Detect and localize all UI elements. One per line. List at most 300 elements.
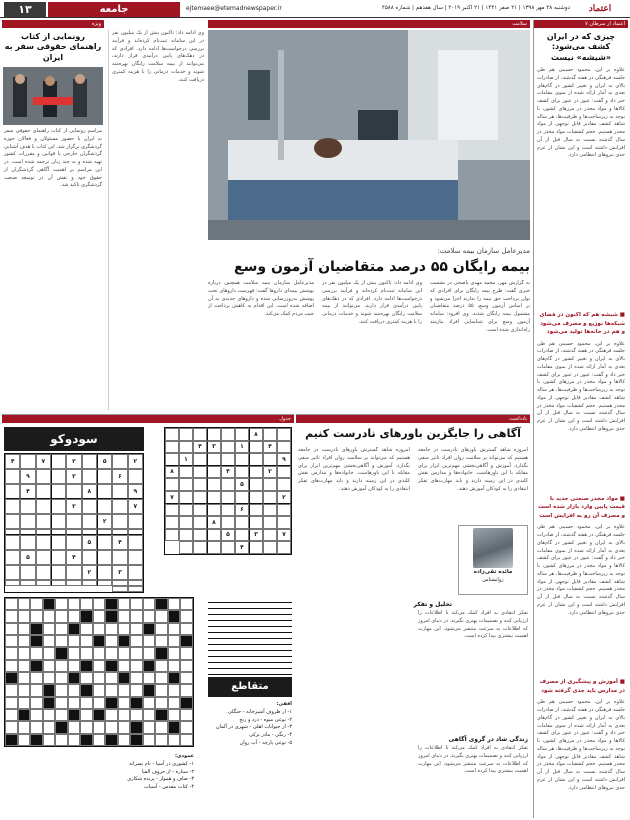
crossword-cell[interactable] bbox=[130, 623, 143, 635]
crossword-cell[interactable] bbox=[68, 598, 81, 610]
sudoku-cell[interactable] bbox=[193, 428, 207, 441]
sudoku-cell[interactable]: ۲ bbox=[66, 469, 81, 484]
sudoku-cell[interactable] bbox=[128, 469, 143, 484]
sudoku-cell[interactable] bbox=[112, 484, 127, 499]
sudoku-cell[interactable] bbox=[112, 586, 127, 592]
crossword-cell[interactable] bbox=[105, 721, 118, 733]
sudoku-cell[interactable] bbox=[36, 580, 51, 586]
crossword-cell[interactable] bbox=[168, 647, 181, 659]
sudoku-cell[interactable] bbox=[263, 541, 277, 554]
sudoku-cell[interactable]: ۴ bbox=[221, 466, 235, 479]
crossword-cell[interactable] bbox=[80, 647, 93, 659]
crossword-cell[interactable] bbox=[55, 635, 68, 647]
sudoku-cell[interactable] bbox=[235, 428, 249, 441]
sudoku-cell[interactable]: ۸ bbox=[165, 466, 179, 479]
crossword-cell[interactable] bbox=[168, 684, 181, 696]
crossword-cell[interactable] bbox=[105, 672, 118, 684]
crossword-cell[interactable] bbox=[143, 734, 156, 746]
sudoku-cell[interactable] bbox=[128, 535, 143, 550]
sudoku-cell[interactable]: ۹ bbox=[277, 453, 291, 466]
sudoku-cell[interactable] bbox=[97, 565, 112, 580]
crossword-cell[interactable] bbox=[55, 672, 68, 684]
sudoku-cell[interactable] bbox=[179, 428, 193, 441]
sudoku-cell[interactable]: ۷ bbox=[277, 529, 291, 542]
sudoku-cell[interactable] bbox=[51, 499, 66, 514]
sudoku-cell[interactable] bbox=[20, 565, 35, 580]
crossword-cell[interactable] bbox=[155, 697, 168, 709]
sudoku-cell[interactable] bbox=[5, 469, 20, 484]
sudoku-cell[interactable] bbox=[235, 516, 249, 529]
crossword-cell[interactable] bbox=[143, 672, 156, 684]
sudoku-cell[interactable] bbox=[263, 504, 277, 517]
crossword-cell[interactable] bbox=[55, 734, 68, 746]
crossword-cell[interactable] bbox=[180, 721, 193, 733]
crossword-cell[interactable] bbox=[80, 672, 93, 684]
crossword-cell[interactable] bbox=[5, 598, 18, 610]
crossword-cell[interactable] bbox=[155, 672, 168, 684]
sudoku-cell[interactable] bbox=[221, 504, 235, 517]
crossword-cell[interactable] bbox=[30, 610, 43, 622]
sudoku-cell[interactable] bbox=[221, 478, 235, 491]
crossword-cell[interactable] bbox=[105, 709, 118, 721]
crossword-cell[interactable] bbox=[18, 623, 31, 635]
crossword-cell[interactable] bbox=[18, 734, 31, 746]
crossword-cell[interactable] bbox=[68, 660, 81, 672]
sudoku-cell[interactable]: ۴ bbox=[193, 441, 207, 454]
crossword-cell[interactable] bbox=[18, 672, 31, 684]
sudoku-cell[interactable] bbox=[207, 491, 221, 504]
crossword-cell[interactable] bbox=[5, 684, 18, 696]
crossword-cell[interactable] bbox=[80, 709, 93, 721]
crossword-cell[interactable] bbox=[180, 610, 193, 622]
crossword-cell[interactable] bbox=[155, 734, 168, 746]
crossword-cell[interactable] bbox=[180, 660, 193, 672]
sudoku-cell[interactable] bbox=[263, 453, 277, 466]
crossword-cell[interactable] bbox=[93, 697, 106, 709]
crossword-cell[interactable] bbox=[5, 709, 18, 721]
sudoku-cell[interactable] bbox=[5, 499, 20, 514]
sudoku-cell[interactable] bbox=[207, 529, 221, 542]
sudoku-cell[interactable] bbox=[51, 469, 66, 484]
crossword-cell[interactable] bbox=[130, 709, 143, 721]
sudoku-cell[interactable] bbox=[36, 514, 51, 529]
crossword-cell[interactable] bbox=[118, 610, 131, 622]
sudoku-cell[interactable] bbox=[51, 550, 66, 565]
sudoku-cell[interactable] bbox=[5, 550, 20, 565]
crossword-cell[interactable] bbox=[68, 647, 81, 659]
sudoku-cell[interactable] bbox=[221, 541, 235, 554]
crossword-cell[interactable] bbox=[180, 684, 193, 696]
sudoku-cell[interactable]: ۳ bbox=[207, 441, 221, 454]
crossword-cell[interactable] bbox=[68, 721, 81, 733]
sudoku-cell[interactable] bbox=[179, 541, 193, 554]
sudoku-cell[interactable] bbox=[20, 499, 35, 514]
crossword-cell[interactable] bbox=[130, 635, 143, 647]
sudoku-cell[interactable] bbox=[51, 565, 66, 580]
crossword-cell[interactable] bbox=[93, 684, 106, 696]
crossword-cell[interactable] bbox=[30, 721, 43, 733]
sudoku-cell[interactable] bbox=[277, 478, 291, 491]
crossword-cell[interactable] bbox=[43, 721, 56, 733]
sudoku-cell[interactable]: ۴ bbox=[5, 454, 20, 469]
crossword-cell[interactable] bbox=[55, 684, 68, 696]
crossword-cell[interactable] bbox=[30, 672, 43, 684]
crossword-cell[interactable] bbox=[43, 623, 56, 635]
crossword-cell[interactable] bbox=[55, 660, 68, 672]
sudoku-cell[interactable]: ۹ bbox=[128, 484, 143, 499]
crossword-cell[interactable] bbox=[18, 635, 31, 647]
sudoku-cell[interactable] bbox=[179, 441, 193, 454]
sudoku-cell[interactable] bbox=[66, 535, 81, 550]
crossword-cell[interactable] bbox=[118, 623, 131, 635]
sudoku-cell[interactable] bbox=[249, 441, 263, 454]
sudoku-cell[interactable]: ۲ bbox=[128, 454, 143, 469]
crossword-cell[interactable] bbox=[43, 709, 56, 721]
sudoku-cell[interactable] bbox=[249, 541, 263, 554]
crossword-cell[interactable] bbox=[180, 672, 193, 684]
crossword-cell[interactable] bbox=[168, 734, 181, 746]
crossword-cell[interactable] bbox=[143, 709, 156, 721]
crossword-cell[interactable] bbox=[118, 684, 131, 696]
sudoku-cell[interactable] bbox=[36, 535, 51, 550]
crossword-cell[interactable] bbox=[43, 647, 56, 659]
sudoku-cell[interactable] bbox=[97, 484, 112, 499]
sudoku-cell[interactable] bbox=[193, 466, 207, 479]
crossword-cell[interactable] bbox=[5, 623, 18, 635]
crossword-cell[interactable] bbox=[143, 610, 156, 622]
sudoku-cell[interactable] bbox=[263, 491, 277, 504]
sudoku-cell[interactable] bbox=[277, 466, 291, 479]
crossword-cell[interactable] bbox=[68, 610, 81, 622]
crossword-cell[interactable] bbox=[118, 697, 131, 709]
sudoku-cell[interactable] bbox=[263, 529, 277, 542]
crossword-cell[interactable] bbox=[43, 672, 56, 684]
sudoku-cell[interactable] bbox=[193, 516, 207, 529]
crossword-cell[interactable] bbox=[105, 684, 118, 696]
sudoku-cell[interactable] bbox=[51, 535, 66, 550]
sudoku-cell[interactable] bbox=[179, 466, 193, 479]
sudoku-cell[interactable] bbox=[5, 565, 20, 580]
crossword-cell[interactable] bbox=[30, 647, 43, 659]
crossword-cell[interactable] bbox=[68, 697, 81, 709]
sudoku-cell[interactable] bbox=[128, 550, 143, 565]
sudoku-cell[interactable] bbox=[193, 529, 207, 542]
sudoku-cell[interactable] bbox=[128, 565, 143, 580]
crossword-cell[interactable] bbox=[5, 647, 18, 659]
crossword-cell[interactable] bbox=[43, 610, 56, 622]
sudoku-cell[interactable] bbox=[165, 453, 179, 466]
sudoku-cell[interactable] bbox=[179, 504, 193, 517]
crossword-cell[interactable] bbox=[30, 598, 43, 610]
crossword-cell[interactable] bbox=[30, 684, 43, 696]
sudoku-cell[interactable]: ۴ bbox=[20, 484, 35, 499]
crossword-cell[interactable] bbox=[168, 697, 181, 709]
sudoku-cell[interactable]: ۹ bbox=[20, 469, 35, 484]
crossword-grid-large[interactable] bbox=[4, 597, 194, 747]
sudoku-cell[interactable]: ۶ bbox=[112, 469, 127, 484]
crossword-cell[interactable] bbox=[105, 623, 118, 635]
crossword-cell[interactable] bbox=[130, 672, 143, 684]
sudoku-cell[interactable]: ۲ bbox=[66, 454, 81, 469]
sudoku-cell[interactable]: ۳ bbox=[112, 565, 127, 580]
sudoku-grid-easy[interactable] bbox=[164, 427, 292, 555]
crossword-cell[interactable] bbox=[143, 697, 156, 709]
crossword-cell[interactable] bbox=[93, 660, 106, 672]
crossword-cell[interactable] bbox=[43, 660, 56, 672]
sudoku-cell[interactable] bbox=[112, 499, 127, 514]
sudoku-cell[interactable] bbox=[277, 441, 291, 454]
crossword-cell[interactable] bbox=[118, 734, 131, 746]
sudoku-cell[interactable] bbox=[207, 466, 221, 479]
crossword-cell[interactable] bbox=[5, 697, 18, 709]
sudoku-cell[interactable] bbox=[277, 428, 291, 441]
sudoku-cell[interactable] bbox=[221, 491, 235, 504]
sudoku-cell[interactable] bbox=[5, 484, 20, 499]
sudoku-cell[interactable] bbox=[221, 516, 235, 529]
crossword-cell[interactable] bbox=[105, 647, 118, 659]
sudoku-cell[interactable]: ۱ bbox=[179, 453, 193, 466]
sudoku-cell[interactable] bbox=[263, 478, 277, 491]
sudoku-cell[interactable] bbox=[51, 454, 66, 469]
sudoku-cell[interactable]: ۲ bbox=[97, 514, 112, 529]
crossword-cell[interactable] bbox=[5, 721, 18, 733]
sudoku-cell[interactable] bbox=[221, 453, 235, 466]
crossword-cell[interactable] bbox=[155, 635, 168, 647]
crossword-cell[interactable] bbox=[5, 610, 18, 622]
crossword-cell[interactable] bbox=[18, 598, 31, 610]
crossword-cell[interactable] bbox=[55, 623, 68, 635]
sudoku-cell[interactable] bbox=[207, 453, 221, 466]
crossword-cell[interactable] bbox=[55, 709, 68, 721]
crossword-cell[interactable] bbox=[93, 598, 106, 610]
crossword-cell[interactable] bbox=[168, 660, 181, 672]
sudoku-cell[interactable]: ۵ bbox=[221, 529, 235, 542]
crossword-cell[interactable] bbox=[180, 647, 193, 659]
sudoku-cell[interactable] bbox=[66, 514, 81, 529]
sudoku-cell[interactable] bbox=[97, 550, 112, 565]
sudoku-cell[interactable]: ۷ bbox=[165, 491, 179, 504]
crossword-cell[interactable] bbox=[55, 598, 68, 610]
crossword-cell[interactable] bbox=[130, 610, 143, 622]
crossword-cell[interactable] bbox=[143, 598, 156, 610]
crossword-cell[interactable] bbox=[130, 647, 143, 659]
sudoku-cell[interactable]: ۴ bbox=[235, 541, 249, 554]
sudoku-cell[interactable] bbox=[20, 454, 35, 469]
crossword-cell[interactable] bbox=[155, 623, 168, 635]
crossword-cell[interactable] bbox=[80, 598, 93, 610]
sudoku-cell[interactable]: ۷ bbox=[36, 454, 51, 469]
crossword-cell[interactable] bbox=[80, 635, 93, 647]
sudoku-cell[interactable] bbox=[165, 516, 179, 529]
crossword-cell[interactable] bbox=[80, 697, 93, 709]
crossword-cell[interactable] bbox=[180, 623, 193, 635]
sudoku-cell[interactable] bbox=[179, 478, 193, 491]
sudoku-cell[interactable] bbox=[207, 504, 221, 517]
sudoku-cell[interactable]: ۴ bbox=[112, 535, 127, 550]
sudoku-cell[interactable] bbox=[36, 469, 51, 484]
crossword-cell[interactable] bbox=[5, 635, 18, 647]
crossword-cell[interactable] bbox=[55, 697, 68, 709]
sudoku-cell[interactable] bbox=[112, 550, 127, 565]
sudoku-cell[interactable] bbox=[165, 478, 179, 491]
sudoku-cell[interactable] bbox=[249, 516, 263, 529]
crossword-cell[interactable] bbox=[93, 610, 106, 622]
sudoku-cell[interactable] bbox=[249, 466, 263, 479]
sudoku-cell[interactable]: ۱ bbox=[235, 441, 249, 454]
sudoku-cell[interactable] bbox=[179, 529, 193, 542]
sudoku-cell[interactable] bbox=[112, 514, 127, 529]
crossword-cell[interactable] bbox=[155, 684, 168, 696]
sudoku-cell[interactable]: ۲ bbox=[277, 491, 291, 504]
sudoku-cell[interactable] bbox=[165, 428, 179, 441]
crossword-cell[interactable] bbox=[18, 610, 31, 622]
sudoku-cell[interactable] bbox=[249, 453, 263, 466]
sudoku-cell[interactable] bbox=[112, 454, 127, 469]
sudoku-cell[interactable]: ۴ bbox=[66, 550, 81, 565]
sudoku-cell[interactable] bbox=[277, 541, 291, 554]
sudoku-cell[interactable] bbox=[193, 478, 207, 491]
sudoku-cell[interactable] bbox=[82, 550, 97, 565]
sudoku-cell[interactable] bbox=[207, 478, 221, 491]
sudoku-cell[interactable] bbox=[82, 469, 97, 484]
sudoku-cell[interactable] bbox=[82, 454, 97, 469]
sudoku-cell[interactable]: ۸ bbox=[207, 516, 221, 529]
sudoku-cell[interactable] bbox=[20, 580, 35, 586]
crossword-cell[interactable] bbox=[105, 635, 118, 647]
sudoku-cell[interactable] bbox=[97, 535, 112, 550]
sudoku-cell[interactable] bbox=[249, 478, 263, 491]
sudoku-cell[interactable] bbox=[20, 535, 35, 550]
sudoku-cell[interactable] bbox=[36, 550, 51, 565]
crossword-cell[interactable] bbox=[118, 660, 131, 672]
sudoku-cell[interactable] bbox=[165, 529, 179, 542]
sudoku-cell[interactable] bbox=[36, 484, 51, 499]
crossword-cell[interactable] bbox=[18, 721, 31, 733]
sudoku-cell[interactable]: ۵ bbox=[97, 454, 112, 469]
sudoku-cell[interactable] bbox=[51, 580, 66, 586]
crossword-cell[interactable] bbox=[155, 721, 168, 733]
sudoku-cell[interactable] bbox=[235, 466, 249, 479]
sudoku-cell[interactable] bbox=[165, 504, 179, 517]
sudoku-cell[interactable] bbox=[66, 565, 81, 580]
crossword-cell[interactable] bbox=[155, 660, 168, 672]
sudoku-cell[interactable] bbox=[263, 516, 277, 529]
crossword-cell[interactable] bbox=[168, 623, 181, 635]
crossword-cell[interactable] bbox=[118, 647, 131, 659]
crossword-cell[interactable] bbox=[93, 734, 106, 746]
sudoku-cell[interactable] bbox=[97, 469, 112, 484]
sudoku-cell[interactable] bbox=[249, 491, 263, 504]
sudoku-cell[interactable] bbox=[128, 586, 143, 592]
sudoku-cell[interactable] bbox=[165, 441, 179, 454]
crossword-cell[interactable] bbox=[68, 635, 81, 647]
sudoku-cell[interactable]: ۲ bbox=[66, 499, 81, 514]
crossword-cell[interactable] bbox=[43, 734, 56, 746]
sudoku-cell[interactable]: ۲ bbox=[263, 466, 277, 479]
sudoku-cell[interactable] bbox=[97, 580, 112, 586]
sudoku-cell[interactable] bbox=[277, 516, 291, 529]
sudoku-cell[interactable]: ۵ bbox=[82, 535, 97, 550]
sudoku-cell[interactable]: ۳ bbox=[249, 529, 263, 542]
crossword-cell[interactable] bbox=[168, 598, 181, 610]
crossword-cell[interactable] bbox=[180, 734, 193, 746]
crossword-cell[interactable] bbox=[93, 721, 106, 733]
sudoku-cell[interactable] bbox=[235, 491, 249, 504]
crossword-cell[interactable] bbox=[168, 709, 181, 721]
sudoku-cell[interactable]: ۸ bbox=[82, 484, 97, 499]
sudoku-cell[interactable] bbox=[82, 514, 97, 529]
sudoku-cell[interactable] bbox=[207, 428, 221, 441]
crossword-cell[interactable] bbox=[80, 623, 93, 635]
crossword-cell[interactable] bbox=[130, 684, 143, 696]
sudoku-cell[interactable] bbox=[5, 580, 20, 586]
crossword-cell[interactable] bbox=[43, 635, 56, 647]
crossword-cell[interactable] bbox=[68, 734, 81, 746]
crossword-cell[interactable] bbox=[30, 709, 43, 721]
sudoku-cell[interactable] bbox=[235, 529, 249, 542]
sudoku-cell[interactable] bbox=[36, 565, 51, 580]
sudoku-cell[interactable] bbox=[5, 535, 20, 550]
sudoku-cell[interactable] bbox=[221, 428, 235, 441]
sudoku-cell[interactable] bbox=[207, 541, 221, 554]
crossword-cell[interactable] bbox=[93, 623, 106, 635]
sudoku-cell[interactable] bbox=[193, 453, 207, 466]
sudoku-cell[interactable] bbox=[82, 499, 97, 514]
sudoku-cell[interactable] bbox=[20, 514, 35, 529]
sudoku-cell[interactable] bbox=[235, 453, 249, 466]
crossword-cell[interactable] bbox=[18, 647, 31, 659]
sudoku-cell[interactable] bbox=[36, 499, 51, 514]
crossword-cell[interactable] bbox=[118, 721, 131, 733]
sudoku-cell[interactable] bbox=[66, 484, 81, 499]
sudoku-cell[interactable] bbox=[5, 514, 20, 529]
sudoku-cell[interactable] bbox=[51, 484, 66, 499]
crossword-cell[interactable] bbox=[55, 610, 68, 622]
crossword-cell[interactable] bbox=[143, 721, 156, 733]
sudoku-cell[interactable] bbox=[82, 580, 97, 586]
sudoku-cell[interactable] bbox=[193, 491, 207, 504]
sudoku-cell[interactable] bbox=[193, 504, 207, 517]
crossword-cell[interactable] bbox=[180, 598, 193, 610]
sudoku-cell[interactable] bbox=[97, 499, 112, 514]
crossword-cell[interactable] bbox=[180, 709, 193, 721]
sudoku-cell[interactable] bbox=[179, 516, 193, 529]
sudoku-cell[interactable] bbox=[277, 504, 291, 517]
sudoku-cell[interactable]: ۷ bbox=[128, 499, 143, 514]
crossword-cell[interactable] bbox=[5, 660, 18, 672]
sudoku-cell[interactable] bbox=[128, 514, 143, 529]
crossword-cell[interactable] bbox=[143, 647, 156, 659]
crossword-cell[interactable] bbox=[118, 598, 131, 610]
crossword-cell[interactable] bbox=[168, 635, 181, 647]
crossword-cell[interactable] bbox=[118, 709, 131, 721]
sudoku-cell[interactable] bbox=[179, 491, 193, 504]
crossword-cell[interactable] bbox=[18, 697, 31, 709]
crossword-cell[interactable] bbox=[93, 672, 106, 684]
crossword-cell[interactable] bbox=[130, 660, 143, 672]
sudoku-cell[interactable]: ۲ bbox=[82, 565, 97, 580]
crossword-grid-small[interactable] bbox=[208, 597, 292, 675]
sudoku-cell[interactable] bbox=[249, 504, 263, 517]
sudoku-cell[interactable]: ۵ bbox=[235, 478, 249, 491]
crossword-cell[interactable] bbox=[18, 684, 31, 696]
crossword-cell[interactable] bbox=[68, 684, 81, 696]
crossword-cell[interactable] bbox=[143, 635, 156, 647]
crossword-cell[interactable] bbox=[18, 660, 31, 672]
sudoku-grid-hard[interactable] bbox=[4, 453, 144, 593]
sudoku-cell[interactable] bbox=[221, 441, 235, 454]
sudoku-cell[interactable]: ۶ bbox=[235, 504, 249, 517]
